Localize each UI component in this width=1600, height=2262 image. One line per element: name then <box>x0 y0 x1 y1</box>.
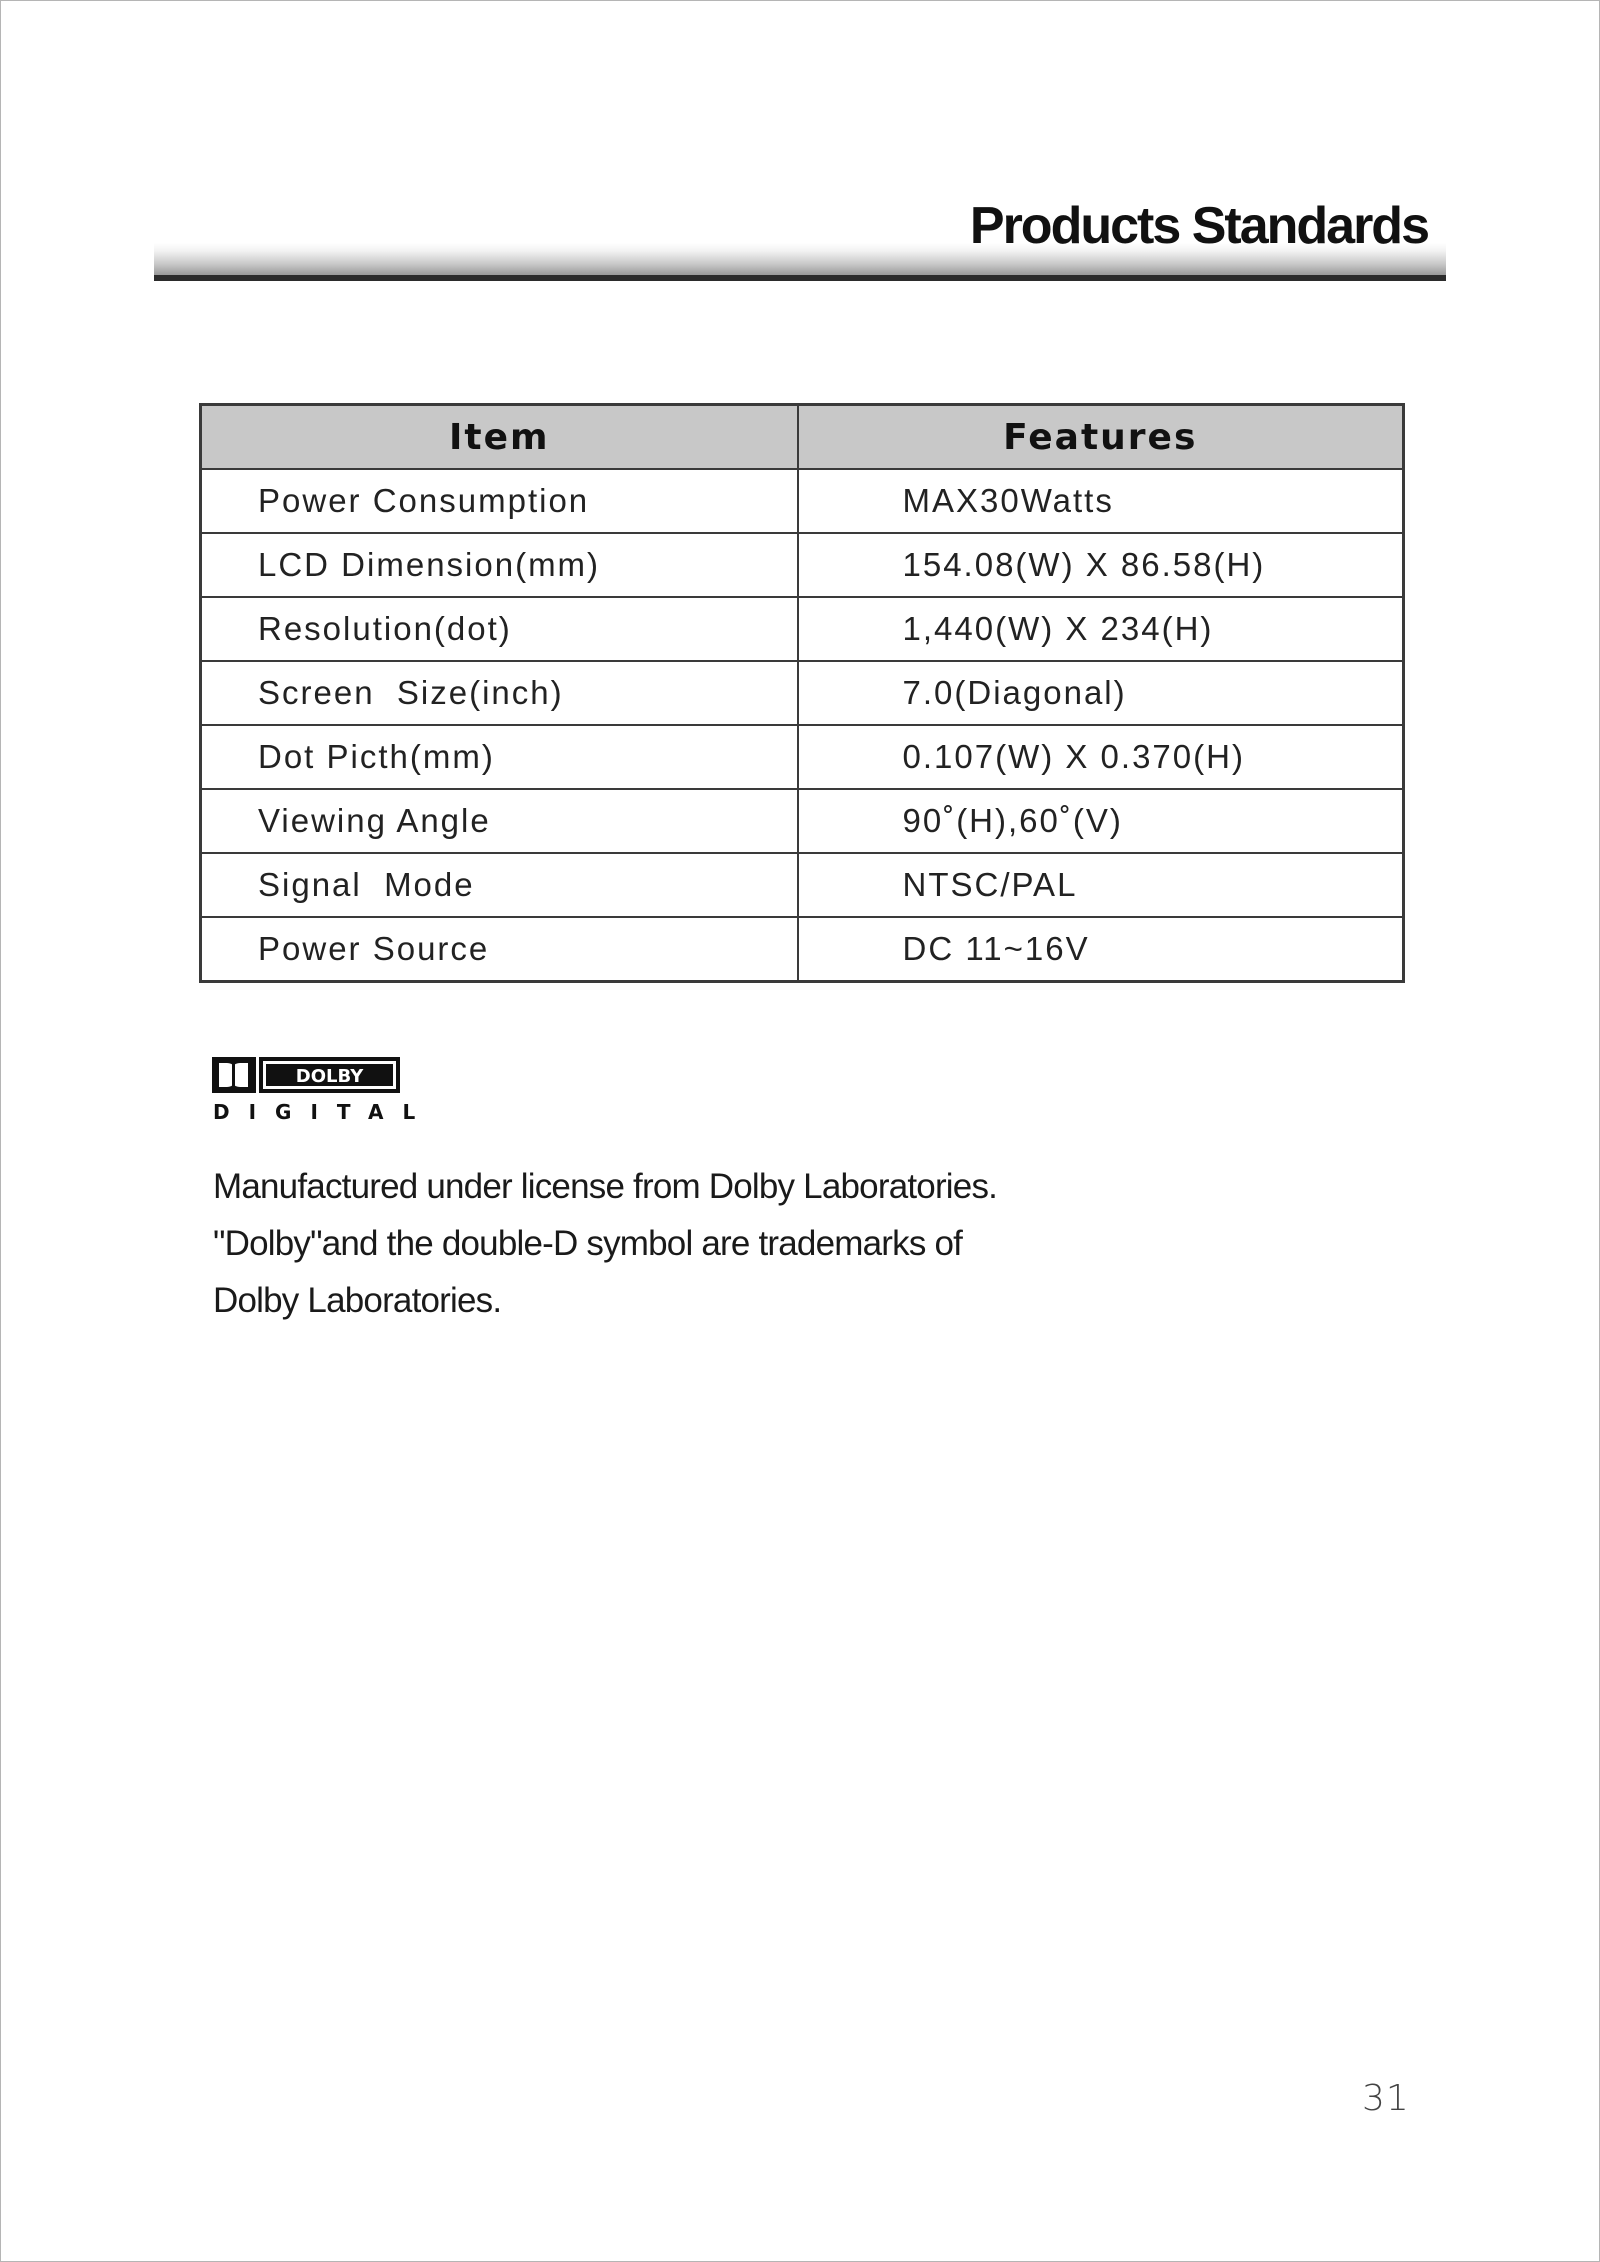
license-notice <box>213 1158 1213 1329</box>
item-cell: Dot Picth(mm) <box>201 725 798 789</box>
feature-cell: 90˚(H),60˚(V) <box>798 789 1404 853</box>
dolby-digital-subtitle: DIGITAL <box>213 1100 435 1124</box>
feature-cell: MAX30Watts <box>798 469 1404 533</box>
license-line: Manufactured under license from Dolby Laboratories. <box>213 1167 998 1206</box>
item-cell: Viewing Angle <box>201 789 798 853</box>
item-cell: Power Source <box>201 917 798 982</box>
spec-table-header-row <box>201 405 1404 470</box>
license-line: "Dolby"and the double-D symbol are trademarks of <box>213 1224 963 1263</box>
feature-cell: 7.0(Diagonal) <box>798 661 1404 725</box>
table-row <box>201 725 1404 789</box>
feature-cell: 154.08(W) X 86.58(H) <box>798 533 1404 597</box>
table-row <box>201 469 1404 533</box>
item-cell: Power Consumption <box>201 469 798 533</box>
column-header-features: Features <box>798 405 1404 470</box>
table-row <box>201 917 1404 982</box>
spec-table <box>199 403 1405 983</box>
feature-cell: 1,440(W) X 234(H) <box>798 597 1404 661</box>
dolby-logo-word: DOLBY <box>295 1066 364 1087</box>
feature-cell: DC 11~16V <box>798 917 1404 982</box>
item-cell: Screen Size(inch) <box>201 661 798 725</box>
feature-cell: NTSC/PAL <box>798 853 1404 917</box>
table-row <box>201 853 1404 917</box>
table-row <box>201 661 1404 725</box>
column-header-item: Item <box>201 405 798 470</box>
table-row <box>201 597 1404 661</box>
item-cell: LCD Dimension(mm) <box>201 533 798 597</box>
header-rule <box>154 275 1446 281</box>
table-row <box>201 533 1404 597</box>
page-title: Products Standards <box>969 197 1428 255</box>
item-cell: Resolution(dot) <box>201 597 798 661</box>
page-number: 31 <box>1362 2078 1410 2119</box>
feature-cell: 0.107(W) X 0.370(H) <box>798 725 1404 789</box>
table-row <box>201 789 1404 853</box>
item-cell: Signal Mode <box>201 853 798 917</box>
license-line: Dolby Laboratories. <box>213 1281 502 1320</box>
